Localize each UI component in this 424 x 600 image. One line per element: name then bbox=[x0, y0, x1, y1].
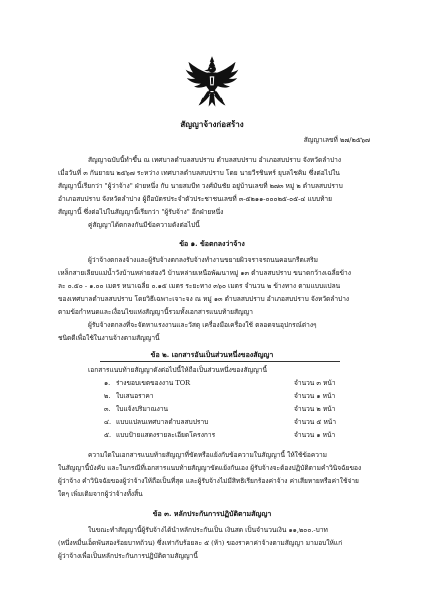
clause1-line: ผู้รับจ้างตกลงที่จะจัดหาแรงงานและวัสดุ เครื่องมือเครื่องใช้ ตลอดจนอุปกรณ์ต่างๆ bbox=[88, 321, 317, 329]
clause1-line: ตามข้อกำหนดและเงื่อนไขแห่งสัญญานี้รวมทั้งเอกสารแนบท้ายสัญญา bbox=[58, 308, 253, 316]
garuda-emblem-icon bbox=[184, 54, 240, 110]
attachment-number: ๓. bbox=[104, 405, 111, 413]
attachment-page-count: จำนวน ๑ หน้า bbox=[294, 392, 336, 400]
clause3-line: (หนึ่งหมื่นเอ็ดพันสองร้อยบาทถ้วน) ซึ่งเท่ากับร้อยละ ๕ (ห้า) ของราคาค่าจ้างตามสัญญา มามอบให้แก่ bbox=[58, 539, 343, 547]
attachment-page-count: จำนวน ๒ หน้า bbox=[294, 405, 336, 413]
attachment-title: ร่างขอบเขตของงาน TOR bbox=[116, 379, 191, 387]
intro-line: อำเภอสบปราบ จังหวัดลำปาง ผู้ถือบัตรประจำตัวประชาชนเลขที่ ๓-๕๒๑๑-๐๐๐๒๕-๐๕-๔ แบบท้าย bbox=[58, 195, 332, 203]
attachment-item bbox=[82, 419, 382, 430]
clause3-line: ผู้ว่าจ้างเพื่อเป็นหลักประกันการปฏิบัติตามสัญญานี้ bbox=[58, 552, 198, 560]
attachment-page-count: จำนวน ๑ หน้า bbox=[294, 431, 336, 439]
clause2-body-line: ผู้ว่าจ้าง คำวินิจฉัยของผู้ว่าจ้างให้ถือเป็นที่สุด และผู้รับจ้างไม่มีสิทธิเรียกร้องค่าจ้าง ค่าเสียหายหรือค่าใช้จ่าย bbox=[58, 477, 359, 485]
attachment-title: ใบแจ้งปริมาณงาน bbox=[116, 405, 169, 413]
attachment-title: แบบแปลนเทศบาลตำบลสบปราบ bbox=[116, 418, 209, 426]
attachment-number: ๔. bbox=[104, 418, 112, 426]
clause2-body-line: ในสัญญานี้บังคับ และในกรณีที่เอกสารแนบท้ายสัญญาขัดแย้งกันเอง ผู้รับจ้างจะต้องปฏิบัติตามคำวินิจฉัยของ bbox=[58, 464, 362, 472]
clause1-heading: ข้อ ๑. ข้อตกลงว่าจ้าง bbox=[179, 239, 245, 248]
clause2-intro: เอกสารแนบท้ายสัญญาดังต่อไปนี้ให้ถือเป็นส่วนหนึ่งของสัญญานี้ bbox=[88, 366, 267, 374]
attachment-item bbox=[82, 406, 382, 417]
intro-line: สัญญาฉบับนี้ทำขึ้น ณ เทศบาลตำบลสบปราบ ตำบลสบปราบ อำเภอสบปราบ จังหวัดลำปาง bbox=[88, 156, 342, 164]
clause1-line: ผู้ว่าจ้างตกลงจ้างและผู้รับจ้างตกลงรับจ้างทำงานขยายผิวจราจรถนนคอนกรีตเสริม bbox=[88, 256, 318, 264]
attachment-title: ใบเสนอราคา bbox=[116, 392, 154, 400]
attachment-item bbox=[82, 432, 382, 443]
clause1-line: เหล็กสายเลียบแม่น้ำวังบ้านหล่ายส่องวี บ้านหล่ายเหนือพัฒนาหมู่ ๑๓ ตำบลสบปราบ ขนาดกว้างเฉลี่ยข้าง bbox=[58, 269, 351, 277]
attachment-item bbox=[82, 393, 382, 404]
attachment-number: ๕. bbox=[104, 431, 112, 439]
clause1-line: ชนิดดีเพื่อใช้ในงานจ้างตามสัญญานี้ bbox=[58, 334, 160, 342]
clause3-heading: ข้อ ๓. หลักประกันการปฏิบัติตามสัญญา bbox=[152, 509, 272, 518]
intro-line: เมื่อวันที่ ๓ กันยายน ๒๕๖๗ ระหว่าง เทศบาลตำบลสบปราบ โดย นายวีรชินทร์ ยุบลไชคิม ซึ่งต่อไปใน bbox=[58, 169, 340, 177]
clause2-heading-underline bbox=[100, 361, 340, 362]
attachment-title: แบบป้ายแสดงรายละเอียดโครงการ bbox=[116, 431, 216, 439]
clause2-heading: ข้อ ๒. เอกสารอันเป็นส่วนหนึ่งของสัญญา bbox=[150, 350, 274, 359]
intro-line: สัญญานี้เรียกว่า "ผู้ว่าจ้าง" ฝ่ายหนึ่ง กับ นายสมบีท วงศ์มันชัย อยู่บ้านเลขที่ ๒๗๓ หมู่ ๒ ตำบลสบปราบ bbox=[58, 182, 343, 190]
intro-line: สัญญานี้ ซึ่งต่อไปในสัญญานี้เรียกว่า "ผู้รับจ้าง" อีกฝ่ายหนึ่ง bbox=[58, 208, 224, 216]
attachment-number: ๒. bbox=[104, 392, 111, 400]
clause2-body-line: ใดๆ เพิ่มเติมจากผู้ว่าจ้างทั้งสิ้น bbox=[58, 490, 143, 498]
clause3-line: ในขณะทำสัญญานี้ผู้รับจ้างได้นำหลักประกันเป็น เงินสด เป็นจำนวนเงิน ๑๑,๒๐๐.-บาท bbox=[88, 526, 328, 534]
attachment-number: ๑. bbox=[104, 379, 111, 387]
clause1-line: ละ ๐.๕๐ - ๑.๐๐ เมตร หนาเฉลี่ย ๐.๑๕ เมตร ระยะทาง ๓๖๐ เมตร จำนวน ๒ ข้างทาง ตามแบบแปลน bbox=[58, 282, 341, 290]
attachment-item bbox=[82, 380, 382, 391]
contract-number: สัญญาเลขที่ ๒๗/๒๕๖๗ bbox=[303, 136, 370, 144]
attachment-page-count: จำนวน ๓ หน้า bbox=[294, 379, 336, 387]
attachment-page-count: จำนวน ๕ หน้า bbox=[294, 418, 337, 426]
clause2-body-line: ความใดในเอกสารแนบท้ายสัญญาที่ขัดหรือแย้งกับข้อความในสัญญานี้ ให้ใช้ข้อความ bbox=[88, 451, 327, 459]
contract-title: สัญญาจ้างก่อสร้าง bbox=[180, 119, 244, 129]
clause1-line: ของเทศบาลตำบลสบปราบ โดยวิธีเฉพาะเจาะจง ณ หมู่ ๑๓ ตำบลสบปราบ อำเภอสบปราบ จังหวัดลำปาง bbox=[58, 295, 350, 303]
intro-line: คู่สัญญาได้ตกลงกันมีข้อความดังต่อไปนี้ bbox=[88, 221, 200, 229]
